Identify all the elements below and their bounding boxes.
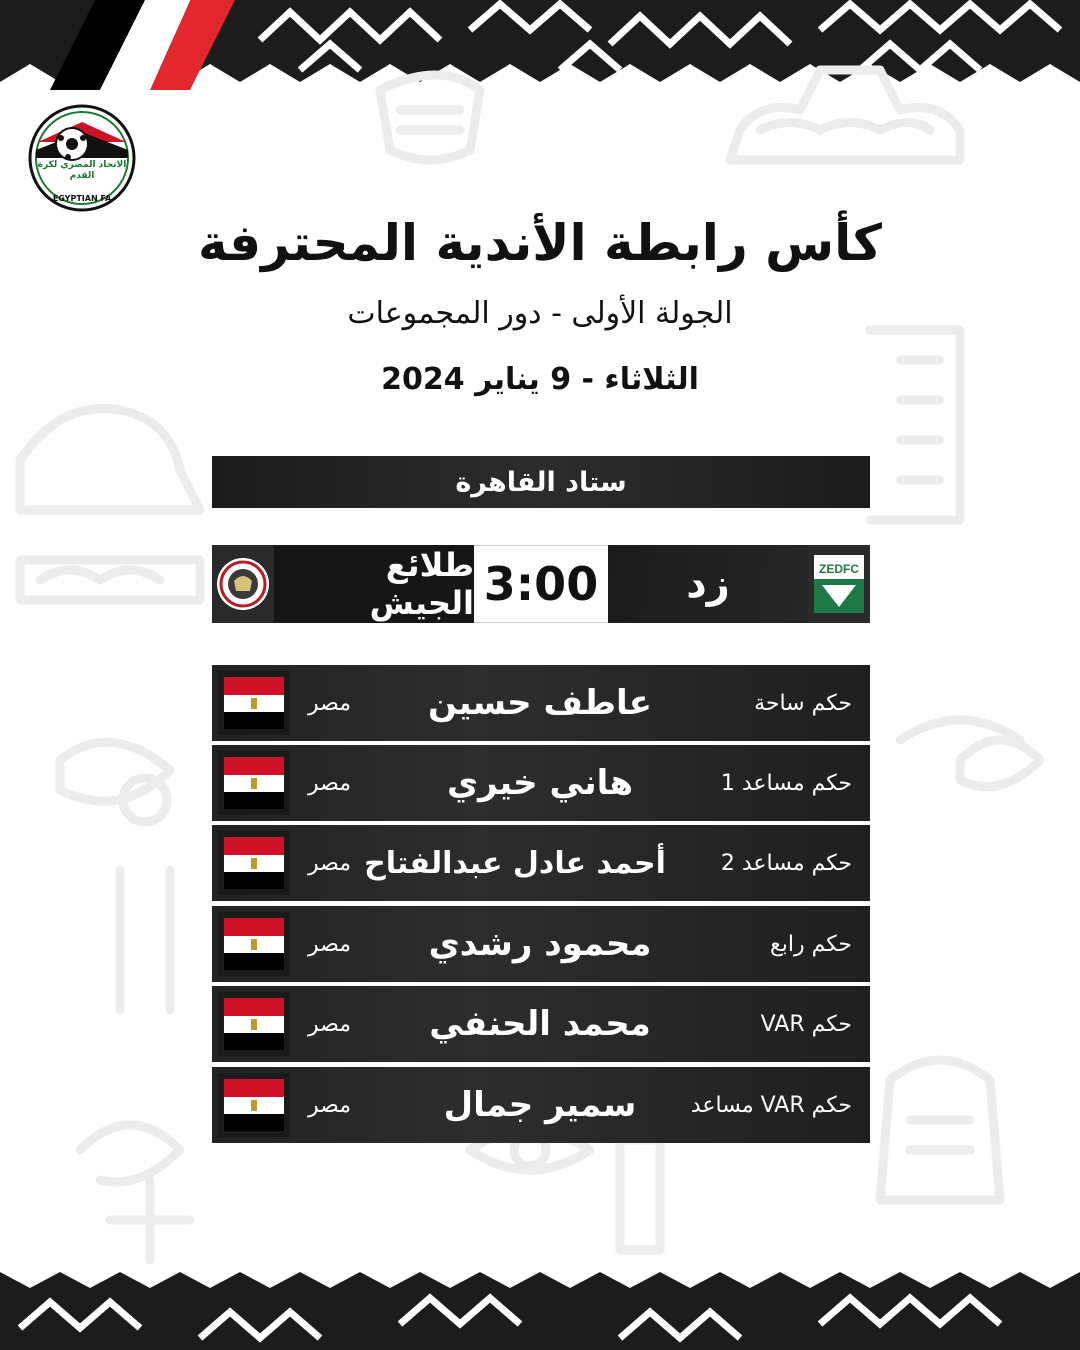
egypt-flag-icon	[218, 1073, 290, 1137]
egypt-flag-icon	[218, 912, 290, 976]
away-team-name: طلائع الجيش	[274, 545, 474, 623]
referee-row	[212, 986, 870, 1062]
logo-english-text: EGYPTIAN FA	[52, 194, 112, 203]
referee-name: هاني خيري	[446, 763, 634, 803]
referee-name: سمير جمال	[443, 1085, 637, 1125]
referee-name: أحمد عادل عبدالفتاح	[364, 845, 666, 881]
referee-row	[212, 665, 870, 741]
referee-country: مصر	[308, 690, 352, 716]
venue-banner: ستاد القاهرة	[212, 456, 870, 508]
referee-role: حكم VAR	[760, 1011, 852, 1037]
away-team-logo	[212, 545, 274, 623]
referee-role: حكم ساحة	[754, 690, 852, 716]
referee-row	[212, 745, 870, 821]
kickoff-time: 3:00	[474, 545, 608, 623]
referee-name: عاطف حسين	[428, 683, 652, 723]
referee-name: محمد الحنفي	[429, 1004, 651, 1044]
referee-country: مصر	[308, 770, 352, 796]
referee-name: محمود رشدي	[428, 924, 652, 964]
match-date: الثلاثاء - 9 يناير 2024	[381, 362, 699, 397]
referee-country: مصر	[308, 1011, 352, 1037]
referee-row	[212, 1067, 870, 1143]
referee-role: حكم مساعد 1	[720, 770, 852, 796]
home-team-name: زد	[608, 545, 808, 623]
egypt-flag-icon	[218, 992, 290, 1056]
referee-country: مصر	[308, 1092, 352, 1118]
referee-role: حكم مساعد 2	[720, 850, 852, 876]
egypt-flag-icon	[218, 671, 290, 735]
referee-country: مصر	[308, 850, 352, 876]
referee-country: مصر	[308, 931, 352, 957]
home-team-logo	[808, 545, 870, 623]
egypt-flag-icon	[218, 751, 290, 815]
referee-role: حكم رابع	[770, 931, 852, 957]
referee-role: حكم VAR مساعد	[690, 1092, 852, 1118]
match-row	[212, 545, 870, 623]
logo-arabic-text: الاتحاد المصري لكرة القدم	[37, 160, 127, 181]
referee-row	[212, 906, 870, 982]
referee-row	[212, 825, 870, 901]
page-title: كأس رابطة الأندية المحترفة	[198, 214, 882, 272]
home-logo-label: ZEDFC	[819, 562, 859, 576]
round-subtitle: الجولة الأولى - دور المجموعات	[347, 296, 733, 331]
egypt-flag-icon	[218, 831, 290, 895]
